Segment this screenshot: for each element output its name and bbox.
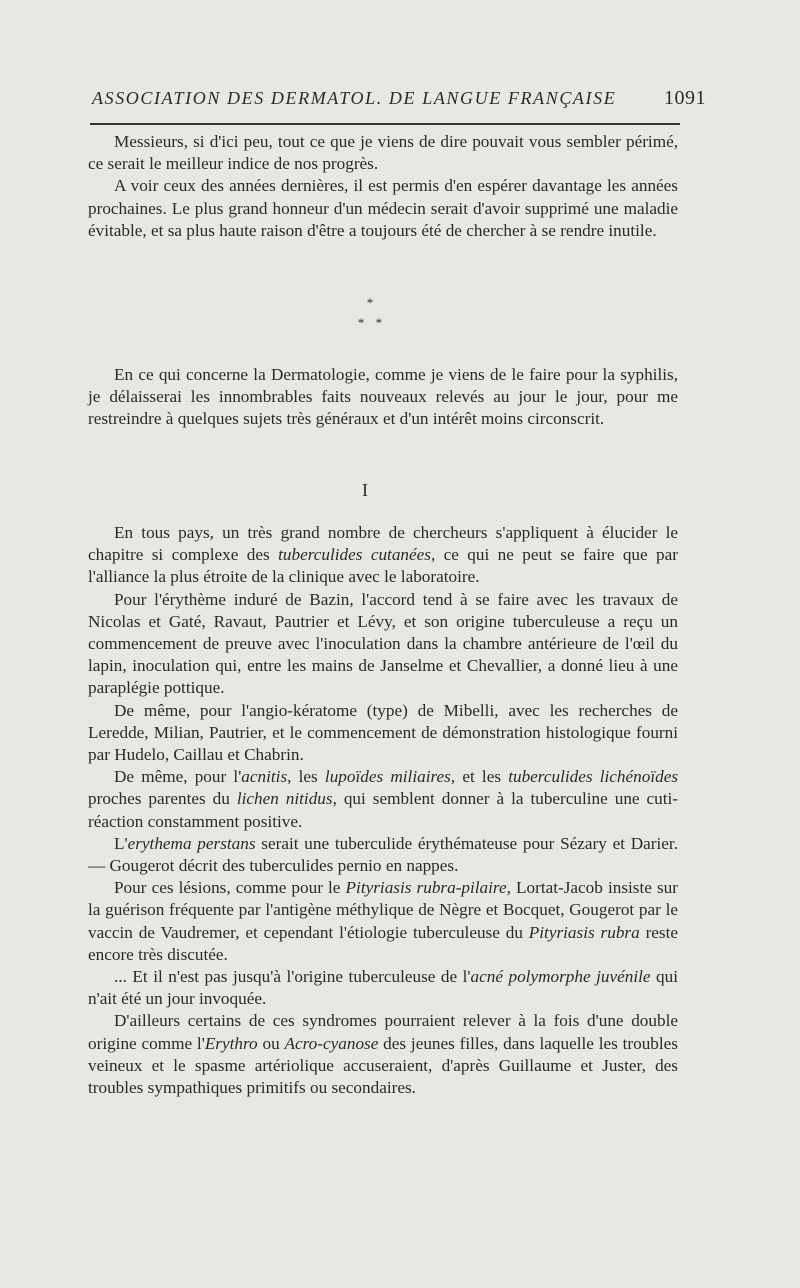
paragraph: En tous pays, un très grand nombre de chercheurs s'appliquent à élucider le chapitre si complexe des tuberculides cutanées, ce qui ne peut se faire que par l'alliance la plus étroite de la clinique avec le laboratoire. [88,523,678,587]
page-header [88,87,706,118]
separator-stars-bottom: * * [357,315,383,330]
paragraph: Pour ces lésions, comme pour le Pityriasis rubra-pilaire, Lortat-Jacob insiste sur la guérison fréquente par l'antigène méthylique de Nègre et Bocquet, Gougerot par le vaccin de Vaudremer, et cependant l'étiologie tuberculeuse du Pityriasis rubra reste encore très discutée. [88,878,679,964]
body-section [88,522,678,1099]
section-number: I [362,480,368,500]
paragraph: De même, pour l'acnitis, les lupoïdes miliaires, et les tuberculides lichénoïdes proches parentes du lichen nitidus, qui semblent donner à la tuberculine une cuti-réaction constamment positive. [88,767,679,831]
dermatology-section [88,364,678,431]
paragraph: ... Et il n'est pas jusqu'à l'origine tuberculeuse de l'acné polymorphe juvénile qui n'ait été un jour invoquée. [88,967,678,1009]
page-number: 1091 [664,87,706,109]
running-head: ASSOCIATION DES DERMATOL. DE LANGUE FRANÇAISE [92,88,617,108]
paragraph: A voir ceux des années dernières, il est permis d'en espérer davantage les années prochaines. Le plus grand honneur d'un médecin serait d'avoir supprimé une maladie évitable, et sa plus haute raison d'être a toujours été de chercher à se rendre inutile. [88,176,678,240]
header-rule [90,123,680,125]
paragraph: L'erythema perstans serait une tuberculide érythémateuse pour Sézary et Darier. — Gougerot décrit des tuberculides pernio en nappes. [88,833,679,876]
paragraph: Pour l'érythème induré de Bazin, l'accord tend à se faire avec les travaux de Nicolas et Gaté, Ravaut, Pautrier et Lévy, et son origine tuberculeuse a reçu un commencement de preuve avec l'inoculation dans la chambre antérieure de l'œil du lapin, inoculation qui, entre les mains de Janselme et Chevallier, a donné lieu à une paraplégie pottique. [88,589,678,698]
paragraph: En ce qui concerne la Dermatologie, comme je viens de le faire pour la syphilis, je délaisserai les innombrables faits nouveaux relevés au jour le jour, pour me restreindre à quelques sujets très généraux et d'un intérêt moins circonscrit. [88,365,678,429]
paragraph: D'ailleurs certains de ces syndromes pourraient relever à la fois d'une double origine comme l'Erythro ou Acro-cyanose des jeunes filles, dans laquelle les troubles veineux et le spasme artériolique accuseraient, d'après Guillaume et Juster, des troubles sympathiques primitifs ou secondaires. [88,1011,678,1098]
paragraph: De même, pour l'angio-kératome (type) de Mibelli, avec les recherches de Leredde, Milian, Pautrier, et le commencement de démonstration histologique fourni par Hudelo, Caillau et Chabrin. [88,700,678,765]
paragraph: Messieurs, si d'ici peu, tout ce que je viens de dire pouvait vous sembler périmé, ce serait le meilleur indice de nos progrès. [88,132,678,174]
separator-star-top: * [366,295,374,310]
intro-section [88,131,678,242]
